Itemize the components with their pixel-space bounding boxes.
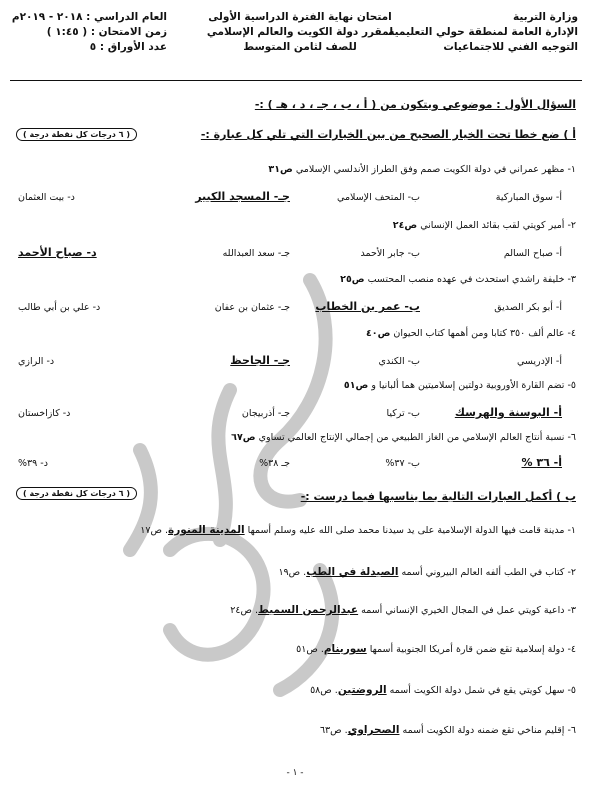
mcq-5-option-c: جـ- أذربيجان bbox=[241, 408, 290, 419]
mcq-1-option-b: ب- المتحف الإسلامي bbox=[337, 192, 420, 203]
completion-3-answer: عبدالرحمن السميط bbox=[258, 604, 359, 616]
mcq-1-option-d: د- بيت العثمان bbox=[18, 192, 75, 203]
exam-title: امتحان نهاية الفترة الدراسية الأولى bbox=[208, 11, 392, 23]
mcq-5-option-b: ب- تركيا bbox=[386, 408, 420, 419]
mcq-1-option-a: أ- سوق المباركية bbox=[495, 192, 562, 203]
completion-item-1: ١- مدينة قامت فيها الدولة الإسلامية على يد سيدنا محمد صلى الله عليه وسلم أسمها المدينة المنورة. ص١٧ bbox=[140, 524, 576, 536]
mcq-3-option-d: د- علي بن أبي طالب bbox=[18, 302, 101, 313]
mcq-5-stem: ٥- تضم القارة الأوروبية دولتين إسلاميتين هما ألبانيا و ص٥١ bbox=[343, 380, 576, 391]
completion-4-answer: سورينام bbox=[323, 643, 367, 655]
completion-2-answer: الصيدلة في الطب bbox=[306, 566, 399, 578]
ministry-name: وزارة التربية bbox=[512, 11, 578, 23]
mcq-2-option-c: جـ- سعد العبدالله bbox=[222, 248, 290, 259]
mcq-6-option-c: جـ ٣٨% bbox=[259, 458, 290, 469]
mcq-2-stem: ٢- أمير كويتي لقب بقائد العمل الإنساني ص٢٤ bbox=[392, 220, 576, 231]
mcq-2-option-a: أ- صباح السالم bbox=[503, 248, 562, 259]
completion-item-4: ٤- دولة إسلامية تقع ضمن قارة أمريكا الجنوبية أسمها سورينام. ص٥١ bbox=[296, 643, 576, 655]
mcq-3-option-a: أ- أبو بكر الصديق bbox=[494, 302, 562, 313]
mcq-5-option-a-correct: أ- البوسنة والهرسك bbox=[454, 406, 562, 419]
completion-1-answer: المدينة المنورة bbox=[168, 524, 245, 536]
mcq-4-option-c-correct: جـ- الجاحظ bbox=[230, 354, 290, 367]
completion-item-2: ٢- كتاب في الطب ألفه العالم البيروني أسمه الصيدلة في الطب. ص١٩ bbox=[278, 566, 576, 578]
mcq-4-option-d: د- الرازي bbox=[18, 356, 55, 367]
mcq-6-option-a-correct: أ- ٣٦ % bbox=[521, 456, 562, 469]
part-b-points-badge: ( ٦ درجات كل نقطة درجة ) bbox=[16, 487, 137, 500]
mcq-3-option-c: جـ- عثمان بن عفان bbox=[214, 302, 290, 313]
part-b-title: ب ) أكمل العبارات التالية بما يناسبها فيما درست :- bbox=[300, 490, 576, 503]
completion-item-5: ٥- سهل كويتي يقع في شمل دولة الكويت أسمه الروضتين. ص٥٨ bbox=[310, 684, 576, 696]
mcq-2-option-b: ب- جابر الأحمد bbox=[360, 248, 420, 259]
question-one-title: السؤال الأول : موضوعي ويتكون من ( أ ، ب ، جـ ، د ، هـ ) :- bbox=[254, 98, 576, 111]
part-a-points-badge: ( ٦ درجات كل نقطة درجة ) bbox=[16, 128, 137, 141]
sheet-count: عدد الأوراق : ٥ bbox=[89, 41, 167, 53]
completion-6-answer: الصحراوي bbox=[347, 724, 400, 736]
page-number: - ١ - bbox=[286, 768, 304, 778]
mcq-5-option-d: د- كازاخستان bbox=[18, 408, 71, 419]
part-a-title: أ ) ضع خطا تحت الخيار الصحيح من بين الخيارات التي تلي كل عبارة :- bbox=[200, 128, 576, 141]
district-name: الإدارة العامة لمنطقة حولي التعليمية bbox=[388, 26, 578, 38]
ministry-header bbox=[388, 10, 578, 55]
course-name: لمقرر دولة الكويت والعالم الإسلامي bbox=[206, 26, 394, 38]
exam-duration: زمن الامتحان : ( ١:٤٥ ) bbox=[46, 26, 167, 38]
grade-name: للصف لثامن المتوسط bbox=[243, 41, 357, 53]
mcq-4-option-a: أ- الإدريسي bbox=[517, 356, 562, 367]
answer-key-watermark bbox=[110, 250, 410, 710]
exam-meta bbox=[12, 10, 167, 55]
completion-5-answer: الروضتين bbox=[337, 684, 387, 696]
mcq-6-option-d: د- ٣٩% bbox=[18, 458, 48, 469]
mcq-6-stem: ٦- نسبة أنتاج العالم الإسلامي من الغاز الطبيعي من إجمالي الإنتاج العالمي تساوي ص٦٧ bbox=[231, 432, 576, 443]
mcq-3-stem: ٣- خليفة راشدي استحدث في عهده منصب المحتسب ص٢٥ bbox=[340, 274, 576, 285]
mcq-1-stem: ١- مظهر عمراني في دولة الكويت صمم وفق الطراز الأندلسي الإسلامي ص٣١ bbox=[268, 164, 576, 175]
exam-title-block bbox=[205, 10, 395, 55]
completion-item-3: ٣- داعية كويتي عمل في المجال الخيري الإنساني أسمه عبدالرحمن السميط. ص٢٤ bbox=[230, 604, 576, 616]
mcq-2-option-d-correct: د- صباح الأحمد bbox=[18, 246, 97, 259]
academic-year: العام الدراسي : ٢٠١٨ - ٢٠١٩م bbox=[11, 11, 167, 23]
mcq-6-option-b: ب- ٣٧% bbox=[385, 458, 420, 469]
mcq-1-option-c-correct: جـ- المسجد الكبير bbox=[195, 190, 290, 203]
completion-item-6: ٦- إقليم مناخي تقع ضمنه دولة الكويت أسمه الصحراوي. ص٦٣ bbox=[319, 724, 576, 736]
mcq-4-stem: ٤- عالم ألف ٣٥٠ كتابا ومن أهمها كتاب الحيوان ص٤٠ bbox=[365, 328, 576, 339]
mcq-3-option-b-correct: ب- عمر بن الخطاب bbox=[315, 300, 420, 313]
mcq-4-option-b: ب- الكندي bbox=[378, 356, 420, 367]
department-name: التوجيه الفني للاجتماعيات bbox=[443, 41, 578, 53]
header-divider bbox=[10, 80, 582, 81]
